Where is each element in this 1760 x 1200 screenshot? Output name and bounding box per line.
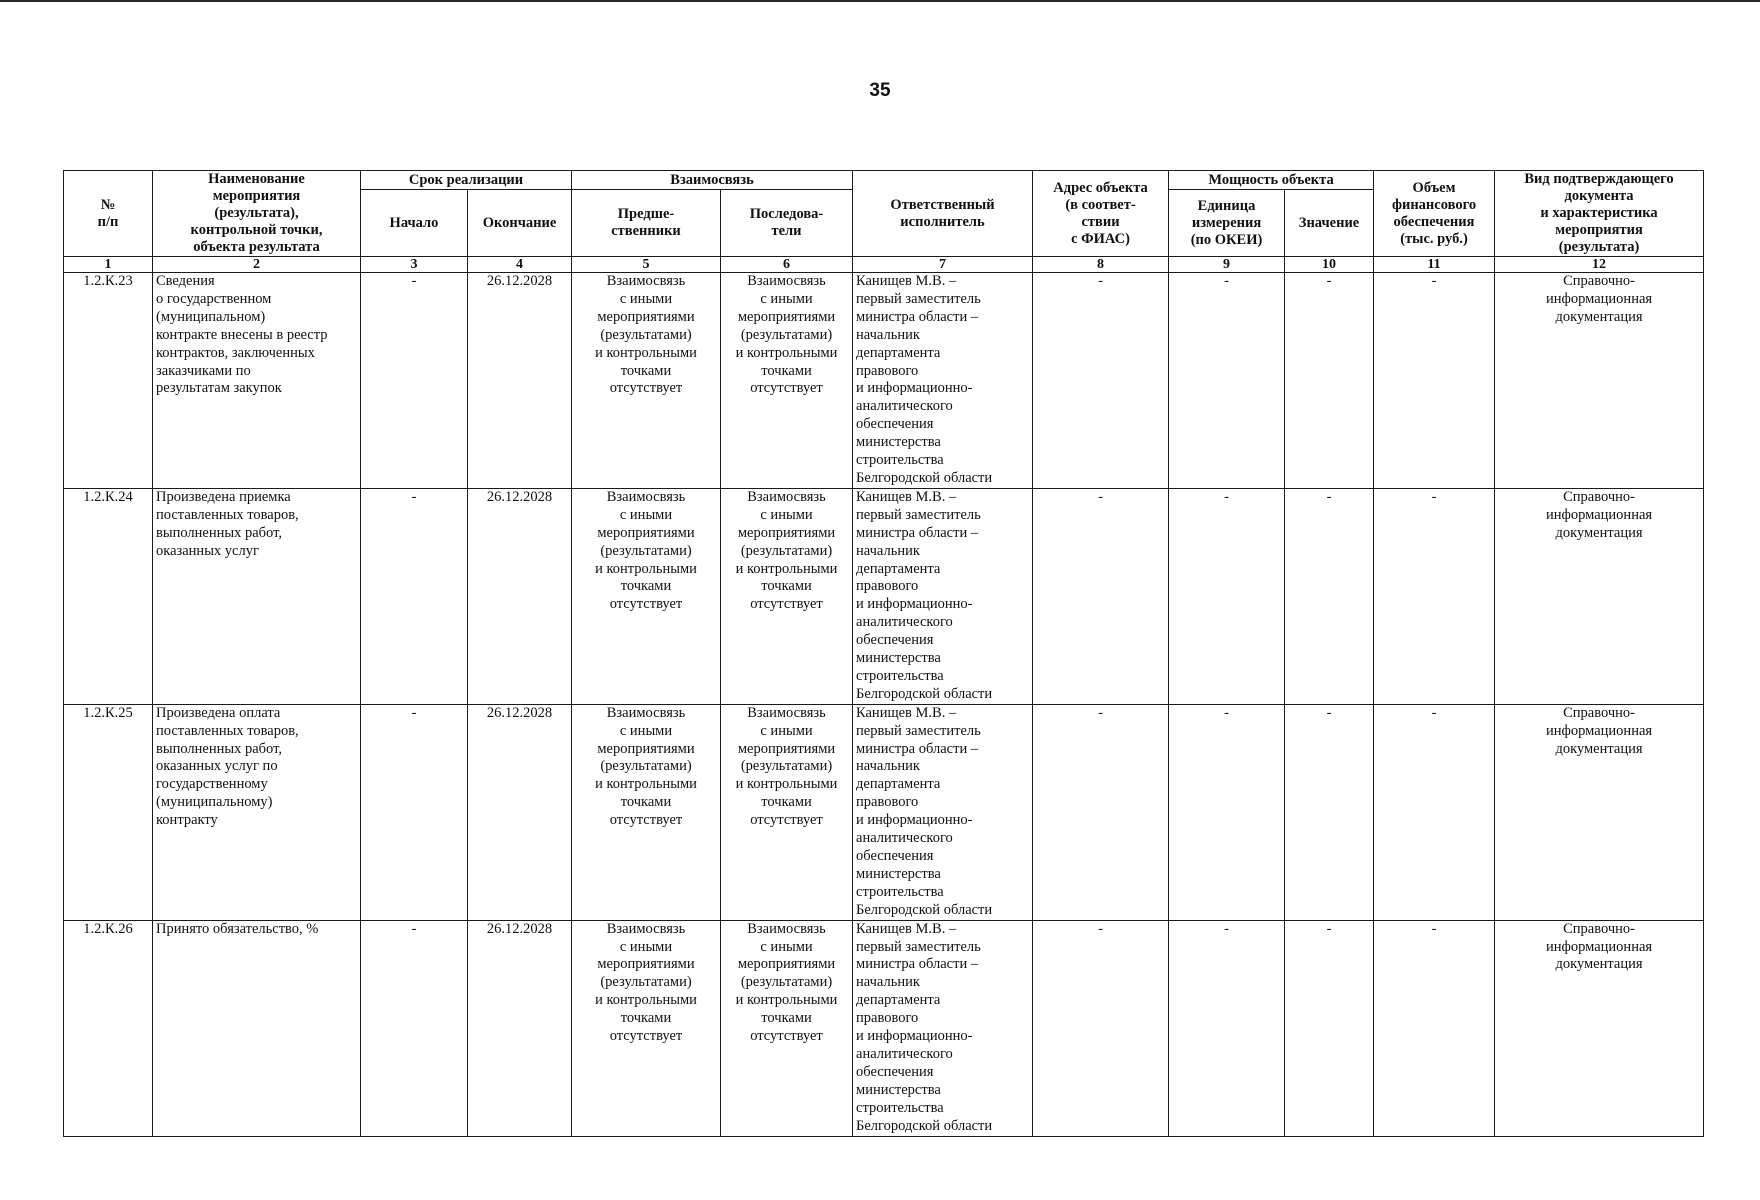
column-number: 8 [1033, 257, 1169, 273]
row-responsible: Канищев М.В. – первый заместитель министра области – начальник департамента правового и информационно- аналитического обеспечения министерства строительства Белгородской области [853, 704, 1033, 920]
row-doc-type: Справочно- информационная документация [1495, 920, 1704, 1136]
header-term-start: Начало [361, 190, 468, 257]
row-unit: - [1169, 273, 1285, 489]
header-doc-type: Вид подтверждающего документа и характеристика мероприятия (результата) [1495, 171, 1704, 257]
row-doc-type: Справочно- информационная документация [1495, 488, 1704, 704]
activities-table [63, 170, 1704, 1137]
row-value: - [1285, 273, 1374, 489]
top-rule [0, 0, 1760, 2]
row-end: 26.12.2028 [468, 704, 572, 920]
row-responsible: Канищев М.В. – первый заместитель министра области – начальник департамента правового и информационно- аналитического обеспечения министерства строительства Белгородской области [853, 273, 1033, 489]
header-address: Адрес объекта (в соответ- ствии с ФИАС) [1033, 171, 1169, 257]
row-finance: - [1374, 488, 1495, 704]
row-predecessors: Взаимосвязь с иными мероприятиями (результатами) и контрольными точками отсутствует [572, 920, 721, 1136]
table-row [64, 488, 1704, 704]
row-start: - [361, 704, 468, 920]
row-name: Произведена оплата поставленных товаров, выполненных работ, оказанных услуг по государственному (муниципальному) контракту [153, 704, 361, 920]
row-id: 1.2.К.25 [64, 704, 153, 920]
header-number: № п/п [64, 171, 153, 257]
row-successors: Взаимосвязь с иными мероприятиями (результатами) и контрольными точками отсутствует [721, 488, 853, 704]
header-value: Значение [1285, 190, 1374, 257]
row-unit: - [1169, 704, 1285, 920]
row-start: - [361, 488, 468, 704]
column-number: 2 [153, 257, 361, 273]
column-number: 4 [468, 257, 572, 273]
row-start: - [361, 920, 468, 1136]
row-successors: Взаимосвязь с иными мероприятиями (результатами) и контрольными точками отсутствует [721, 704, 853, 920]
row-address: - [1033, 920, 1169, 1136]
row-finance: - [1374, 920, 1495, 1136]
header-capacity-group: Мощность объекта [1169, 171, 1374, 190]
row-address: - [1033, 273, 1169, 489]
row-finance: - [1374, 273, 1495, 489]
row-end: 26.12.2028 [468, 488, 572, 704]
row-doc-type: Справочно- информационная документация [1495, 704, 1704, 920]
column-number: 1 [64, 257, 153, 273]
row-address: - [1033, 704, 1169, 920]
row-start: - [361, 273, 468, 489]
row-finance: - [1374, 704, 1495, 920]
header-term-end: Окончание [468, 190, 572, 257]
row-id: 1.2.К.26 [64, 920, 153, 1136]
table-row [64, 273, 1704, 489]
column-number: 11 [1374, 257, 1495, 273]
row-unit: - [1169, 488, 1285, 704]
header-name: Наименование мероприятия (результата), контрольной точки, объекта результата [153, 171, 361, 257]
row-predecessors: Взаимосвязь с иными мероприятиями (результатами) и контрольными точками отсутствует [572, 273, 721, 489]
column-number: 6 [721, 257, 853, 273]
table-row [64, 920, 1704, 1136]
row-predecessors: Взаимосвязь с иными мероприятиями (результатами) и контрольными точками отсутствует [572, 488, 721, 704]
row-value: - [1285, 704, 1374, 920]
row-predecessors: Взаимосвязь с иными мероприятиями (результатами) и контрольными точками отсутствует [572, 704, 721, 920]
header-link-next: Последова- тели [721, 190, 853, 257]
row-end: 26.12.2028 [468, 273, 572, 489]
row-id: 1.2.К.24 [64, 488, 153, 704]
row-successors: Взаимосвязь с иными мероприятиями (результатами) и контрольными точками отсутствует [721, 920, 853, 1136]
row-id: 1.2.К.23 [64, 273, 153, 489]
row-name: Принято обязательство, % [153, 920, 361, 1136]
table-row [64, 704, 1704, 920]
row-successors: Взаимосвязь с иными мероприятиями (результатами) и контрольными точками отсутствует [721, 273, 853, 489]
row-unit: - [1169, 920, 1285, 1136]
header-link-group: Взаимосвязь [572, 171, 853, 190]
column-number: 9 [1169, 257, 1285, 273]
header-term-group: Срок реализации [361, 171, 572, 190]
column-number: 12 [1495, 257, 1704, 273]
column-number: 7 [853, 257, 1033, 273]
row-end: 26.12.2028 [468, 920, 572, 1136]
header-finance: Объем финансового обеспечения (тыс. руб.) [1374, 171, 1495, 257]
row-name: Произведена приемка поставленных товаров, выполненных работ, оказанных услуг [153, 488, 361, 704]
row-doc-type: Справочно- информационная документация [1495, 273, 1704, 489]
row-name: Сведения о государственном (муниципальном) контракте внесены в реестр контрактов, заключенных заказчиками по результатам закупок [153, 273, 361, 489]
column-number: 5 [572, 257, 721, 273]
row-address: - [1033, 488, 1169, 704]
header-link-prev: Предше- ственники [572, 190, 721, 257]
row-responsible: Канищев М.В. – первый заместитель министра области – начальник департамента правового и информационно- аналитического обеспечения министерства строительства Белгородской области [853, 920, 1033, 1136]
header-unit: Единица измерения (по ОКЕИ) [1169, 190, 1285, 257]
row-responsible: Канищев М.В. – первый заместитель министра области – начальник департамента правового и информационно- аналитического обеспечения министерства строительства Белгородской области [853, 488, 1033, 704]
row-value: - [1285, 920, 1374, 1136]
header-responsible: Ответственный исполнитель [853, 171, 1033, 257]
page-number: 35 [869, 80, 891, 101]
column-number: 10 [1285, 257, 1374, 273]
column-number: 3 [361, 257, 468, 273]
row-value: - [1285, 488, 1374, 704]
